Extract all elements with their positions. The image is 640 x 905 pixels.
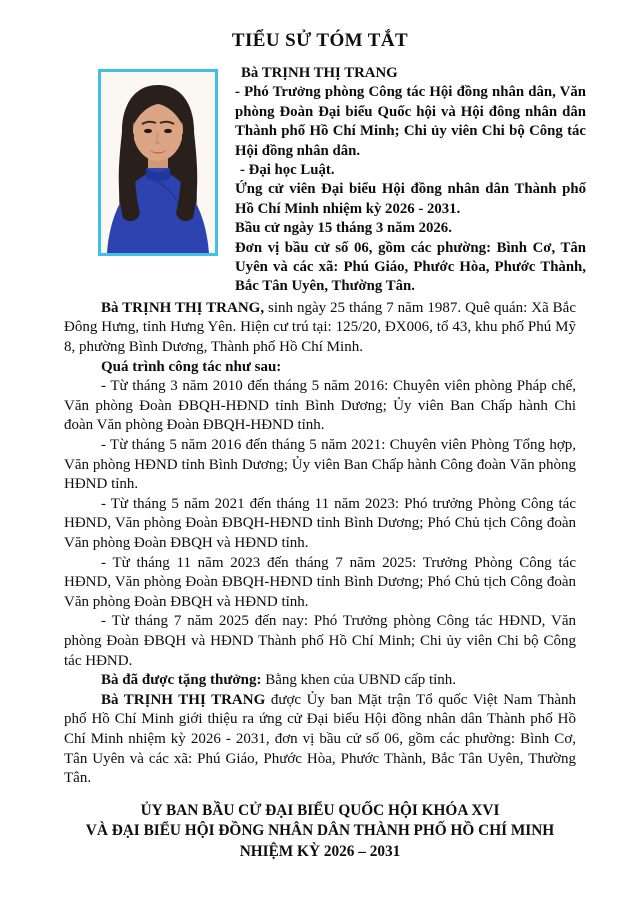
eye-left [144,129,152,133]
page-title: TIỂU SỬ TÓM TẮT [231,30,409,51]
career-item: - Từ tháng 11 năm 2023 đến tháng 7 năm 2025: Trưởng Phòng Công tác HĐND, Văn phòng Đoàn ĐBQH-HĐND tỉnh Bình Dương; Phó Chủ tịch Công đoàn Văn phòng Đoàn ĐBQH và HĐND tỉnh. [64,554,576,610]
nomination-name-bold: Bà TRỊNH THỊ TRANG [101,691,266,708]
eye-right [164,129,172,133]
biography-body [64,299,576,789]
career-item: - Từ tháng 7 năm 2025 đến nay: Phó Trưởng phòng Công tác HĐND, Văn phòng Đoàn ĐBQH và HĐND Thành phố Hồ Chí Minh; Chi ủy viên Chi bộ Công tác HĐND. [64,613,576,669]
career-item: - Từ tháng 5 năm 2016 đến tháng 5 năm 2021: Chuyên viên Phòng Tổng hợp, Văn phòng HĐND tỉnh Bình Dương; Ủy viên Ban Chấp hành Công đoàn Văn phòng HĐND tỉnh. [64,437,576,493]
summary-election-date: Bầu cử ngày 15 tháng 3 năm 2026. [235,220,452,237]
nomination-text: được Ủy ban Mặt trận Tổ quốc Việt Nam Thành phố Hồ Chí Minh giới thiệu ra ứng cử Đại biểu Hội đồng nhân dân Thành phố Hồ Chí Minh nhiệm kỳ 2026 - 2031, đơn vị bầu cử số 06, gồm các phường: Bình Cơ, Tân Uyên và các xã: Phú Giáo, Phước Hòa, Phước Thành, Bắc Tân Uyên, Thường Tân. [64,691,577,787]
summary-position: - Phó Trưởng phòng Công tác Hội đồng nhân dân, Văn phòng Đoàn Đại biểu Quốc hội và Hội đông nhân dân Thành phố Hồ Chí Minh; Chi ủy viên Chi bộ Công tác Hội đồng nhân dân. [235,84,586,159]
nomination-paragraph [64,691,576,789]
summary-candidacy: Ứng cử viên Đại biểu Hội đồng nhân dân Thành phố Hồ Chí Minh nhiệm kỳ 2026 - 2031. [235,181,586,217]
election-committee-footer [0,801,640,863]
intro-name-bold: Bà TRỊNH THỊ TRANG, [101,299,265,316]
profile-summary-section [98,65,586,297]
footer-line: ỦY BAN BẦU CỬ ĐẠI BIỂU QUỐC HỘI KHÓA XVI [140,801,500,819]
footer-line: NHIỆM KỲ 2026 – 2031 [239,842,401,860]
intro-paragraph [64,299,576,358]
career-item: - Từ tháng 5 năm 2021 đến tháng 11 năm 2023: Phó trưởng Phòng Công tác HĐND, Văn phòng Đoàn ĐBQH-HĐND tỉnh Bình Dương; Phó Chủ tịch Công đoàn Văn phòng Đoàn ĐBQH và HĐND tỉnh. [64,495,576,551]
footer-line: VÀ ĐẠI BIỂU HỘI ĐỒNG NHÂN DÂN THÀNH PHỐ HỒ CHÍ MINH [85,822,555,840]
intro-text: sinh ngày 25 tháng 7 năm 1987. Quê quán: Xã Bắc Đông Hưng, tỉnh Hưng Yên. Hiện cư trú tại: 125/20, ĐX006, tổ 43, khu phố Phú Mỹ 8, phường Bình Dương, Thành phố Hồ Chí Minh. [64,299,576,356]
candidate-name: Bà TRỊNH THỊ TRANG [241,65,398,81]
award-label-bold: Bà đã được tặng thưởng: [101,672,262,689]
summary-education: - Đại học Luật. [240,162,335,179]
career-item: - Từ tháng 3 năm 2010 đến tháng 5 năm 2016: Chuyên viên phòng Pháp chế, Văn phòng Đoàn ĐBQH-HĐND tỉnh Bình Dương; Ủy viên Ban Chấp hành Chi đoàn Văn phòng Đoàn ĐBQH-HĐND tỉnh. [64,378,576,434]
summary-election-unit: Đơn vị bầu cử số 06, gồm các phường: Bình Cơ, Tân Uyên và các xã: Phú Giáo, Phước Hòa, Phước Thành, Bắc Tân Uyên, Thường Tân. [235,239,586,295]
summary-box [235,64,586,297]
candidate-photo [98,69,218,256]
portrait-illustration [101,72,215,253]
career-heading: Quá trình công tác như sau: [101,358,282,375]
award-paragraph [64,671,576,691]
award-text: Bằng khen của UBND cấp tỉnh. [261,672,457,689]
